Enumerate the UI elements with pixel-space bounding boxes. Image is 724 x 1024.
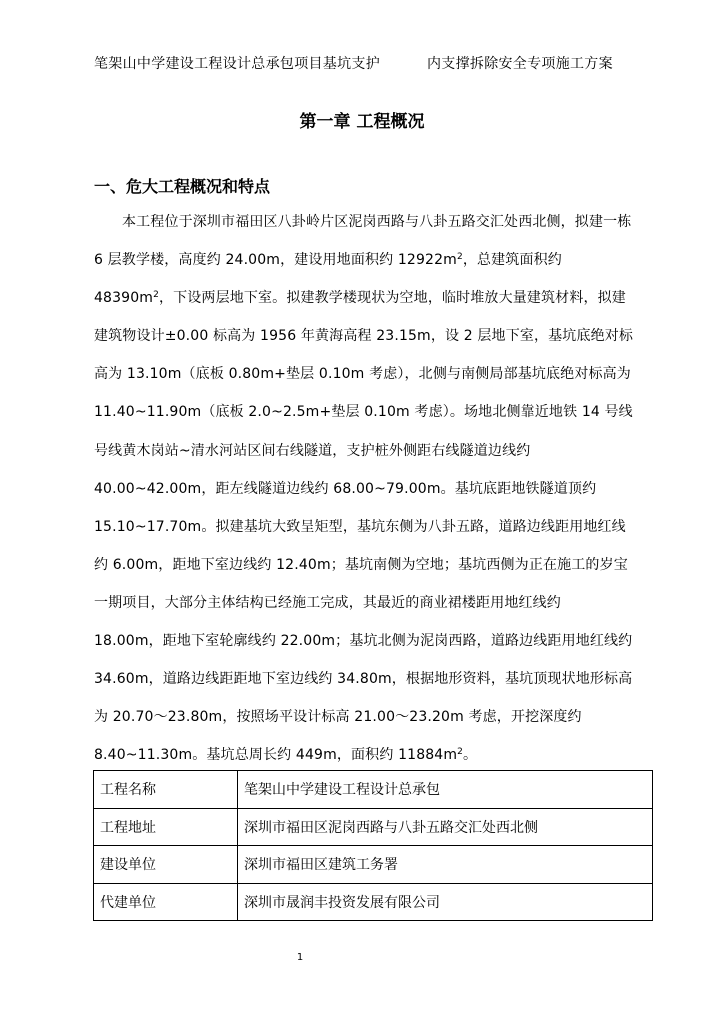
paragraph-line: 一期项目，大部分主体结构已经施工完成，其最近的商业裙楼距用地红线约 [94,594,561,611]
table-label-cell: 建设单位 [94,846,238,884]
header-left-text: 笔架山中学建设工程设计总承包项目基坑支护 [94,56,380,72]
table-row [94,771,653,809]
table-row [94,883,653,921]
paragraph-line: 18.00m，距地下室轮廓线约 22.00m；基坑北侧为泥岗西路，道路边线距用地红线约 [94,633,633,650]
paragraph-line: 6 层教学楼，高度约 24.00m，建设用地面积约 $12922m^2$，总建筑面积约 [94,252,562,269]
paragraph-line: 34.60m，道路边线距距地下室边线约 34.80m，根据地形资料，基坑顶现状地形标高 [94,671,633,688]
table-value-cell: 笔架山中学建设工程设计总承包 [238,771,653,809]
paragraph-line: 8.40~11.30m。基坑总周长约 449m，面积约 $11884m^2$。 [94,747,478,764]
superscript: 2 [456,252,463,263]
paragraph-line: 高为 13.10m（底板 0.80m+垫层 0.10m 考虑），北侧与南侧局部基坑底绝对标高为 [94,366,631,383]
page-header [94,53,654,73]
paragraph-line: 为 20.70～23.80m，按照场平设计标高 21.00～23.20m 考虑，开挖深度约 [94,709,582,726]
table-value-cell: 深圳市福田区建筑工务署 [238,846,653,884]
paragraph-line: 40.00~42.00m，距左线隧道边线约 68.00~79.00m。基坑底距地铁隧道顶约 [94,480,597,497]
section-title: 一、危大工程概况和特点 [94,177,271,196]
paragraph-line: 11.40~11.90m（底板 2.0~2.5m+垫层 0.10m 考虑）。场地北侧靠近地铁 14 号线 [94,404,633,421]
table-label-cell: 工程地址 [94,808,238,846]
paragraph-line: 15.10~17.70m。拟建基坑大致呈矩型，基坑东侧为八卦五路，道路边线距用地红线 [94,518,626,535]
header-right-text: 内支撑拆除安全专项施工方案 [427,56,613,72]
table-value-cell: 深圳市晟润丰投资发展有限公司 [238,883,653,921]
project-info-table [93,770,653,921]
paragraph-line: 建筑物设计±0.00 标高为 1956 年黄海高程 23.15m，设 2 层地下室，基坑底绝对标 [94,328,634,345]
table-row [94,846,653,884]
paragraph-line: 本工程位于深圳市福田区八卦岭片区泥岗西路与八卦五路交汇处西北侧，拟建一栋 [122,214,632,230]
overview-paragraph [94,212,659,783]
table-value-cell: 深圳市福田区泥岗西路与八卦五路交汇处西北侧 [238,808,653,846]
superscript: 2 [153,290,159,301]
page-number: 1 [296,952,304,963]
chapter-title: 第一章 工程概况 [299,112,425,132]
table-row [94,808,653,846]
paragraph-line: $48390m^2$，下设两层地下室。拟建教学楼现状为空地，临时堆放大量建筑材料，拟建 [94,290,626,307]
paragraph-line: 号线黄木岗站~清水河站区间右线隧道，支护桩外侧距右线隧道边线约 [94,442,531,459]
superscript: 2 [457,747,464,758]
table-label-cell: 代建单位 [94,883,238,921]
paragraph-line: 约 6.00m，距地下室边线约 12.40m；基坑南侧为空地；基坑西侧为正在施工的岁宝 [94,556,628,573]
table-label-cell: 工程名称 [94,771,238,809]
